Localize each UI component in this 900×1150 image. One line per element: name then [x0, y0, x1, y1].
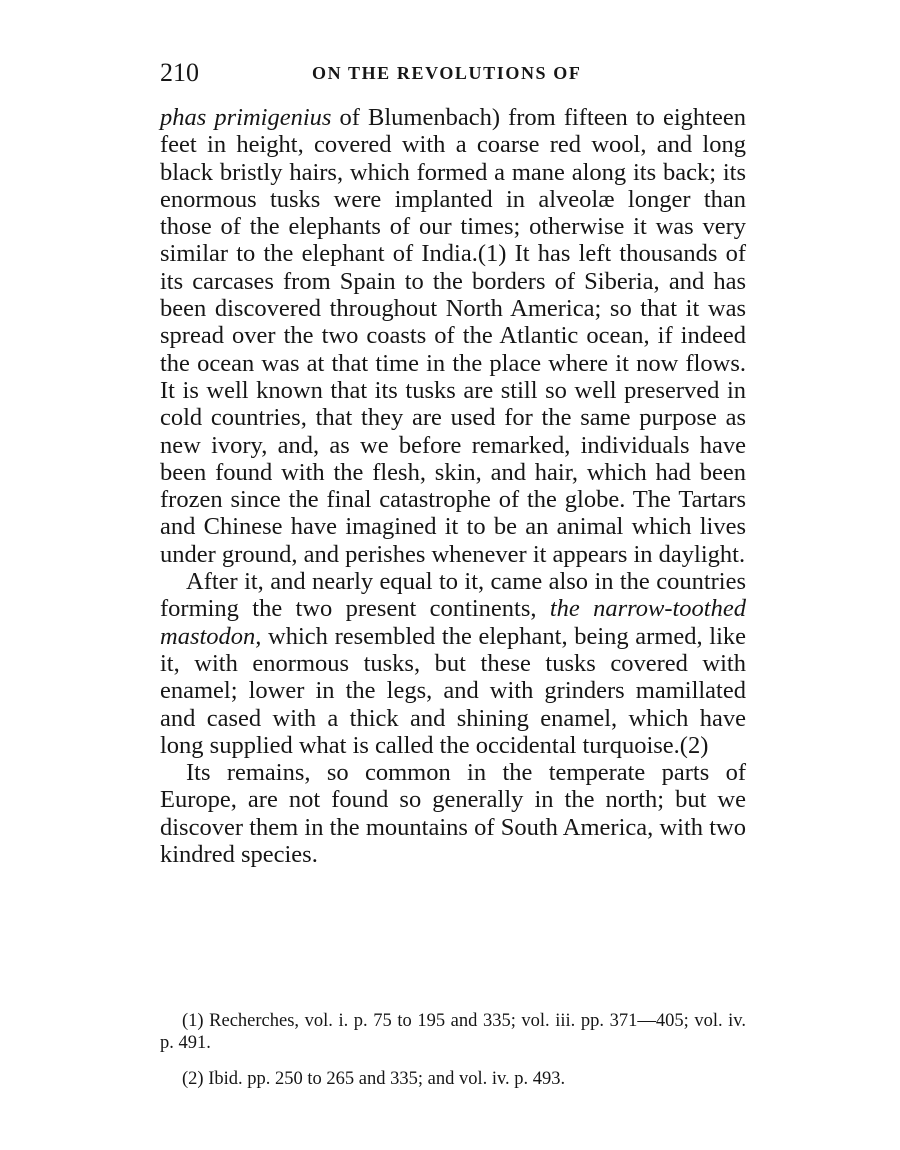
footnotes	[160, 1010, 746, 1104]
text-run: which resembled the elephant, being armed, like it, with enormous tusks, but these tusks covered with enamel; lower in the legs, and with grinders mamillated and cased with a thick and shining enamel, which have long supplied what is called the occidental turquoise.(2)	[160, 622, 746, 759]
running-head: ON THE REVOLUTIONS OF	[312, 63, 582, 83]
italic-text: phas primigenius	[160, 104, 332, 131]
paragraph-mammoth	[160, 104, 746, 568]
footnote-1: (1) Recherches, vol. i. p. 75 to 195 and 335; vol. iii. pp. 371—405; vol. iv. p. 491.	[160, 1011, 746, 1053]
paragraph-remains	[160, 759, 746, 868]
body-text	[160, 104, 746, 868]
paragraph-mastodon	[160, 568, 746, 759]
italic-text: the narrow-toothed mastodon,	[160, 595, 746, 650]
text-run: After it, and nearly equal to it, came also in the countries forming the two present continents,	[160, 568, 746, 623]
page-header	[160, 58, 750, 88]
page-number: 210	[160, 58, 199, 87]
text-run: Its remains, so common in the temperate parts of Europe, are not found so generally in the north; but we discover them in the mountains of South America, with two kindred species.	[160, 759, 746, 869]
footnote-2: (2) Ibid. pp. 250 to 265 and 335; and vol. iv. p. 493.	[182, 1069, 566, 1089]
text-run: of Blumenbach) from fifteen to eighteen feet in height, covered with a coarse red wool, and long black bristly hairs, which formed a mane along its back; its enormous tusks were implanted in alveolæ longer than those of the elephants of our times; otherwise it was very similar to the elephant of India.(1) It has left thousands of its carcases from Spain to the borders of Siberia, and has been discovered throughout North America; so that it was spread over the two coasts of the Atlantic ocean, if indeed the ocean was at that time in the place where it now flows. It is well known that its tusks are still so well preserved in cold countries, that they are used for the same purpose as new ivory, and, as we before remarked, individuals have been found with the flesh, skin, and hair, which had been frozen since the final catastrophe of the globe. The Tartars and Chinese have imagined it to be an animal which lives under ground, and perishes whenever it appears in daylight.	[160, 104, 746, 568]
